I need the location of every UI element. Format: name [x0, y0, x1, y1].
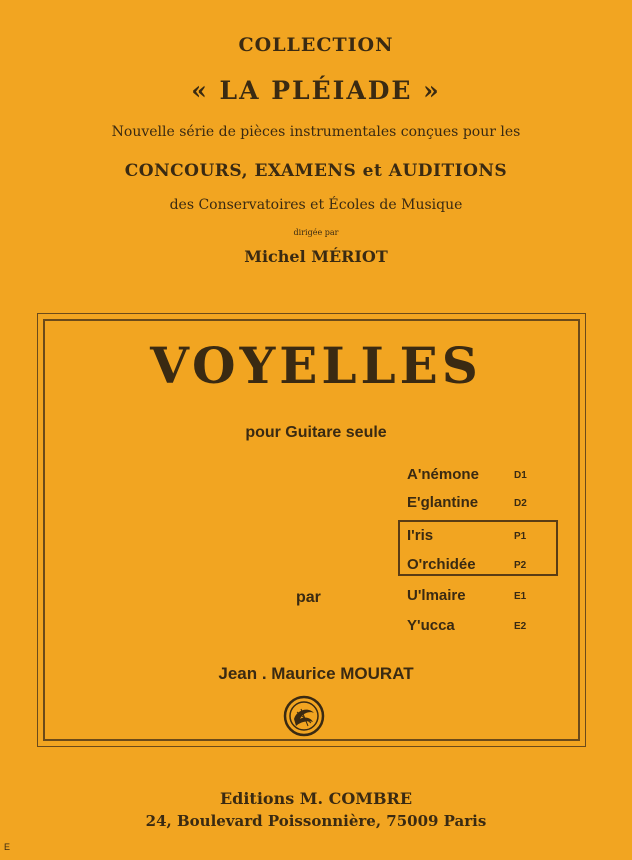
piece-level-code: D1 — [514, 470, 527, 481]
piece-level-code: D2 — [514, 498, 527, 509]
piece-level-code: E1 — [514, 591, 527, 602]
piece-level-code: P1 — [514, 531, 527, 542]
piece-name: U'lmaire — [407, 587, 466, 604]
series-director: Michel MÉRIOT — [244, 247, 388, 266]
series-title: « LA PLÉIADE » — [191, 76, 441, 105]
directed-by-label: dirigée par — [293, 228, 339, 237]
publisher-address: 24, Boulevard Poissonnière, 75009 Paris — [145, 812, 487, 830]
piece-name: O'rchidée — [407, 556, 476, 573]
composer-name: Jean . Maurice MOURAT — [218, 664, 414, 683]
piece-level-code: P2 — [514, 560, 527, 571]
piece-name: I'ris — [407, 527, 434, 544]
piece-level-code: E2 — [514, 621, 527, 632]
piece-name: E'glantine — [407, 494, 479, 511]
corner-mark: E — [4, 842, 11, 852]
series-institutions: des Conservatoires et Écoles de Musique — [169, 197, 463, 213]
publisher-emblem-icon — [283, 695, 325, 737]
piece-name: A'némone — [407, 466, 479, 483]
work-title: VOYELLES — [150, 336, 482, 395]
publisher-name: Editions M. COMBRE — [219, 789, 413, 808]
by-label: par — [296, 589, 321, 606]
series-purpose: CONCOURS, EXAMENS et AUDITIONS — [124, 161, 508, 181]
collection-label: COLLECTION — [238, 34, 394, 56]
series-description: Nouvelle série de pièces instrumentales conçues pour les — [111, 124, 521, 140]
piece-name: Y'ucca — [407, 617, 455, 634]
work-instrument: pour Guitare seule — [245, 424, 387, 441]
